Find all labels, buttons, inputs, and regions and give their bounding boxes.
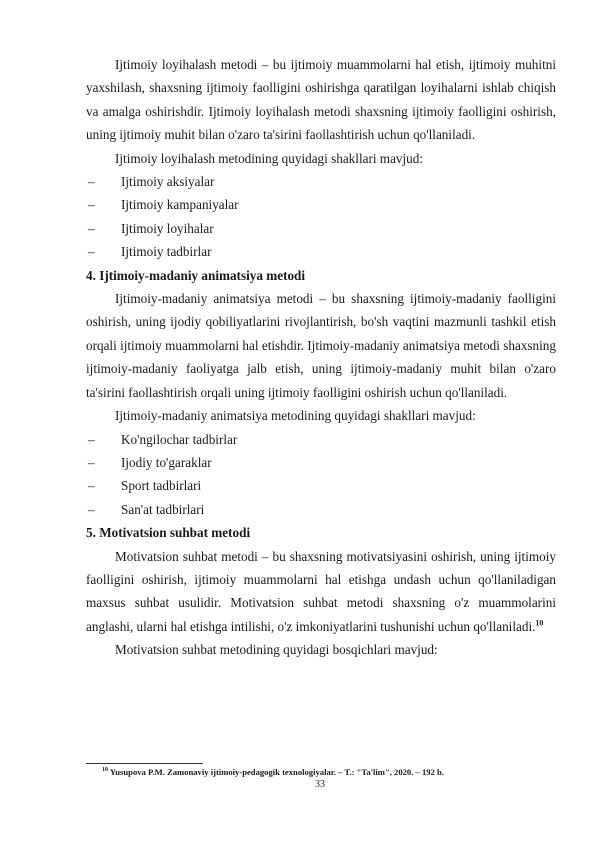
paragraph-motivational-stages-intro: Motivatsion suhbat metodining quyidagi bosqichlari mavjud: <box>115 642 438 658</box>
list-item: – Ijodiy to'garaklar <box>86 451 556 474</box>
page-body <box>86 53 556 662</box>
paragraph-social-design-forms-intro: Ijtimoiy loyihalash metodining quyidagi shakllari mavjud: <box>115 150 424 166</box>
list-item: – San'at tadbirlari <box>86 498 556 521</box>
dash-bullet: – <box>88 454 95 470</box>
dash-bullet: – <box>88 174 95 190</box>
footnote-reference[interactable]: 10 <box>535 618 544 628</box>
paragraph-socio-cultural-animation: Ijtimoiy-madaniy animatsiya metodi – bu shaxsning ijtimoiy-madaniy faolligini oshirish, uning ijodiy qobiliyatlarini rivojlantirish, bo'sh vaqtini mazmunli tashkil etish orqali ijtimoiy muammolarni hal etishdir. Ijtimoiy-madaniy animatsiya metodi shaxsning ijtimoiy-madaniy faoliyatga jalb etish, uning ijtimoiy-madaniy muhit bilan o'zaro ta'sirini faollashtirish orqali uning ijtimoiy faolligini oshirish uchun qo'llaniladi. <box>86 291 556 400</box>
footnote <box>102 767 444 777</box>
list-item: – Ijtimoiy kampaniyalar <box>86 193 556 216</box>
list-item: – Ijtimoiy loyihalar <box>86 217 556 240</box>
list-item: – Ijtimoiy aksiyalar <box>86 170 556 193</box>
page-number: 33 <box>315 779 325 790</box>
paragraph-social-design: Ijtimoiy loyihalash metodi – bu ijtimoiy muammolarni hal etish, ijtimoiy muhitni yaxshilash, shaxsning ijtimoiy faolligini oshirishga qaratilgan loyihalarni ishlab chiqish va amalga oshirishdir. Ijtimoiy loyihalash metodi shaxsning ijtimoiy faolligini oshirish, uning ijtimoiy muhit bilan o'zaro ta'sirini faollashtirish uchun qo'llaniladi. <box>86 57 556 143</box>
dash-bullet: – <box>88 501 95 517</box>
footnote-divider <box>86 763 203 764</box>
section-heading-4: 4. Ijtimoiy-madaniy animatsiya metodi <box>86 267 306 283</box>
paragraph-animation-forms-intro: Ijtimoiy-madaniy animatsiya metodining quyidagi shakllari mavjud: <box>115 408 476 424</box>
dash-bullet: – <box>88 220 95 236</box>
footnote-text: Yusupova P.M. Zamonaviy ijtimoiy-pedagogik texnologiyalar. – T.: "Ta'lim", 2020. – 192 b. <box>109 767 444 777</box>
dash-bullet: – <box>88 478 95 494</box>
dash-bullet: – <box>88 244 95 260</box>
list-social-design-forms <box>86 170 556 264</box>
dash-bullet: – <box>88 431 95 447</box>
list-item: – Ijtimoiy tadbirlar <box>86 240 556 263</box>
list-item: – Ko'ngilochar tadbirlar <box>86 428 556 451</box>
footnote-number: 10 <box>102 767 108 774</box>
dash-bullet: – <box>88 197 95 213</box>
list-animation-forms <box>86 428 556 522</box>
paragraph-motivational-interview: Motivatsion suhbat metodi – bu shaxsning motivatsiyasini oshirish, uning ijtimoiy faolligini oshirish, ijtimoiy muammolarni hal etishga undash uchun qo'llaniladigan maxsus suhbat usulidir. Motivatsion suhbat metodi shaxsning o'z muammolarini anglashi, ularni hal etishga intilishi, o'z imkoniyatlarini tushunishi uchun qo'llaniladi.$^{10}$ <box>86 548 556 634</box>
section-heading-5: 5. Motivatsion suhbat metodi <box>86 525 251 541</box>
list-item: – Sport tadbirlari <box>86 474 556 497</box>
